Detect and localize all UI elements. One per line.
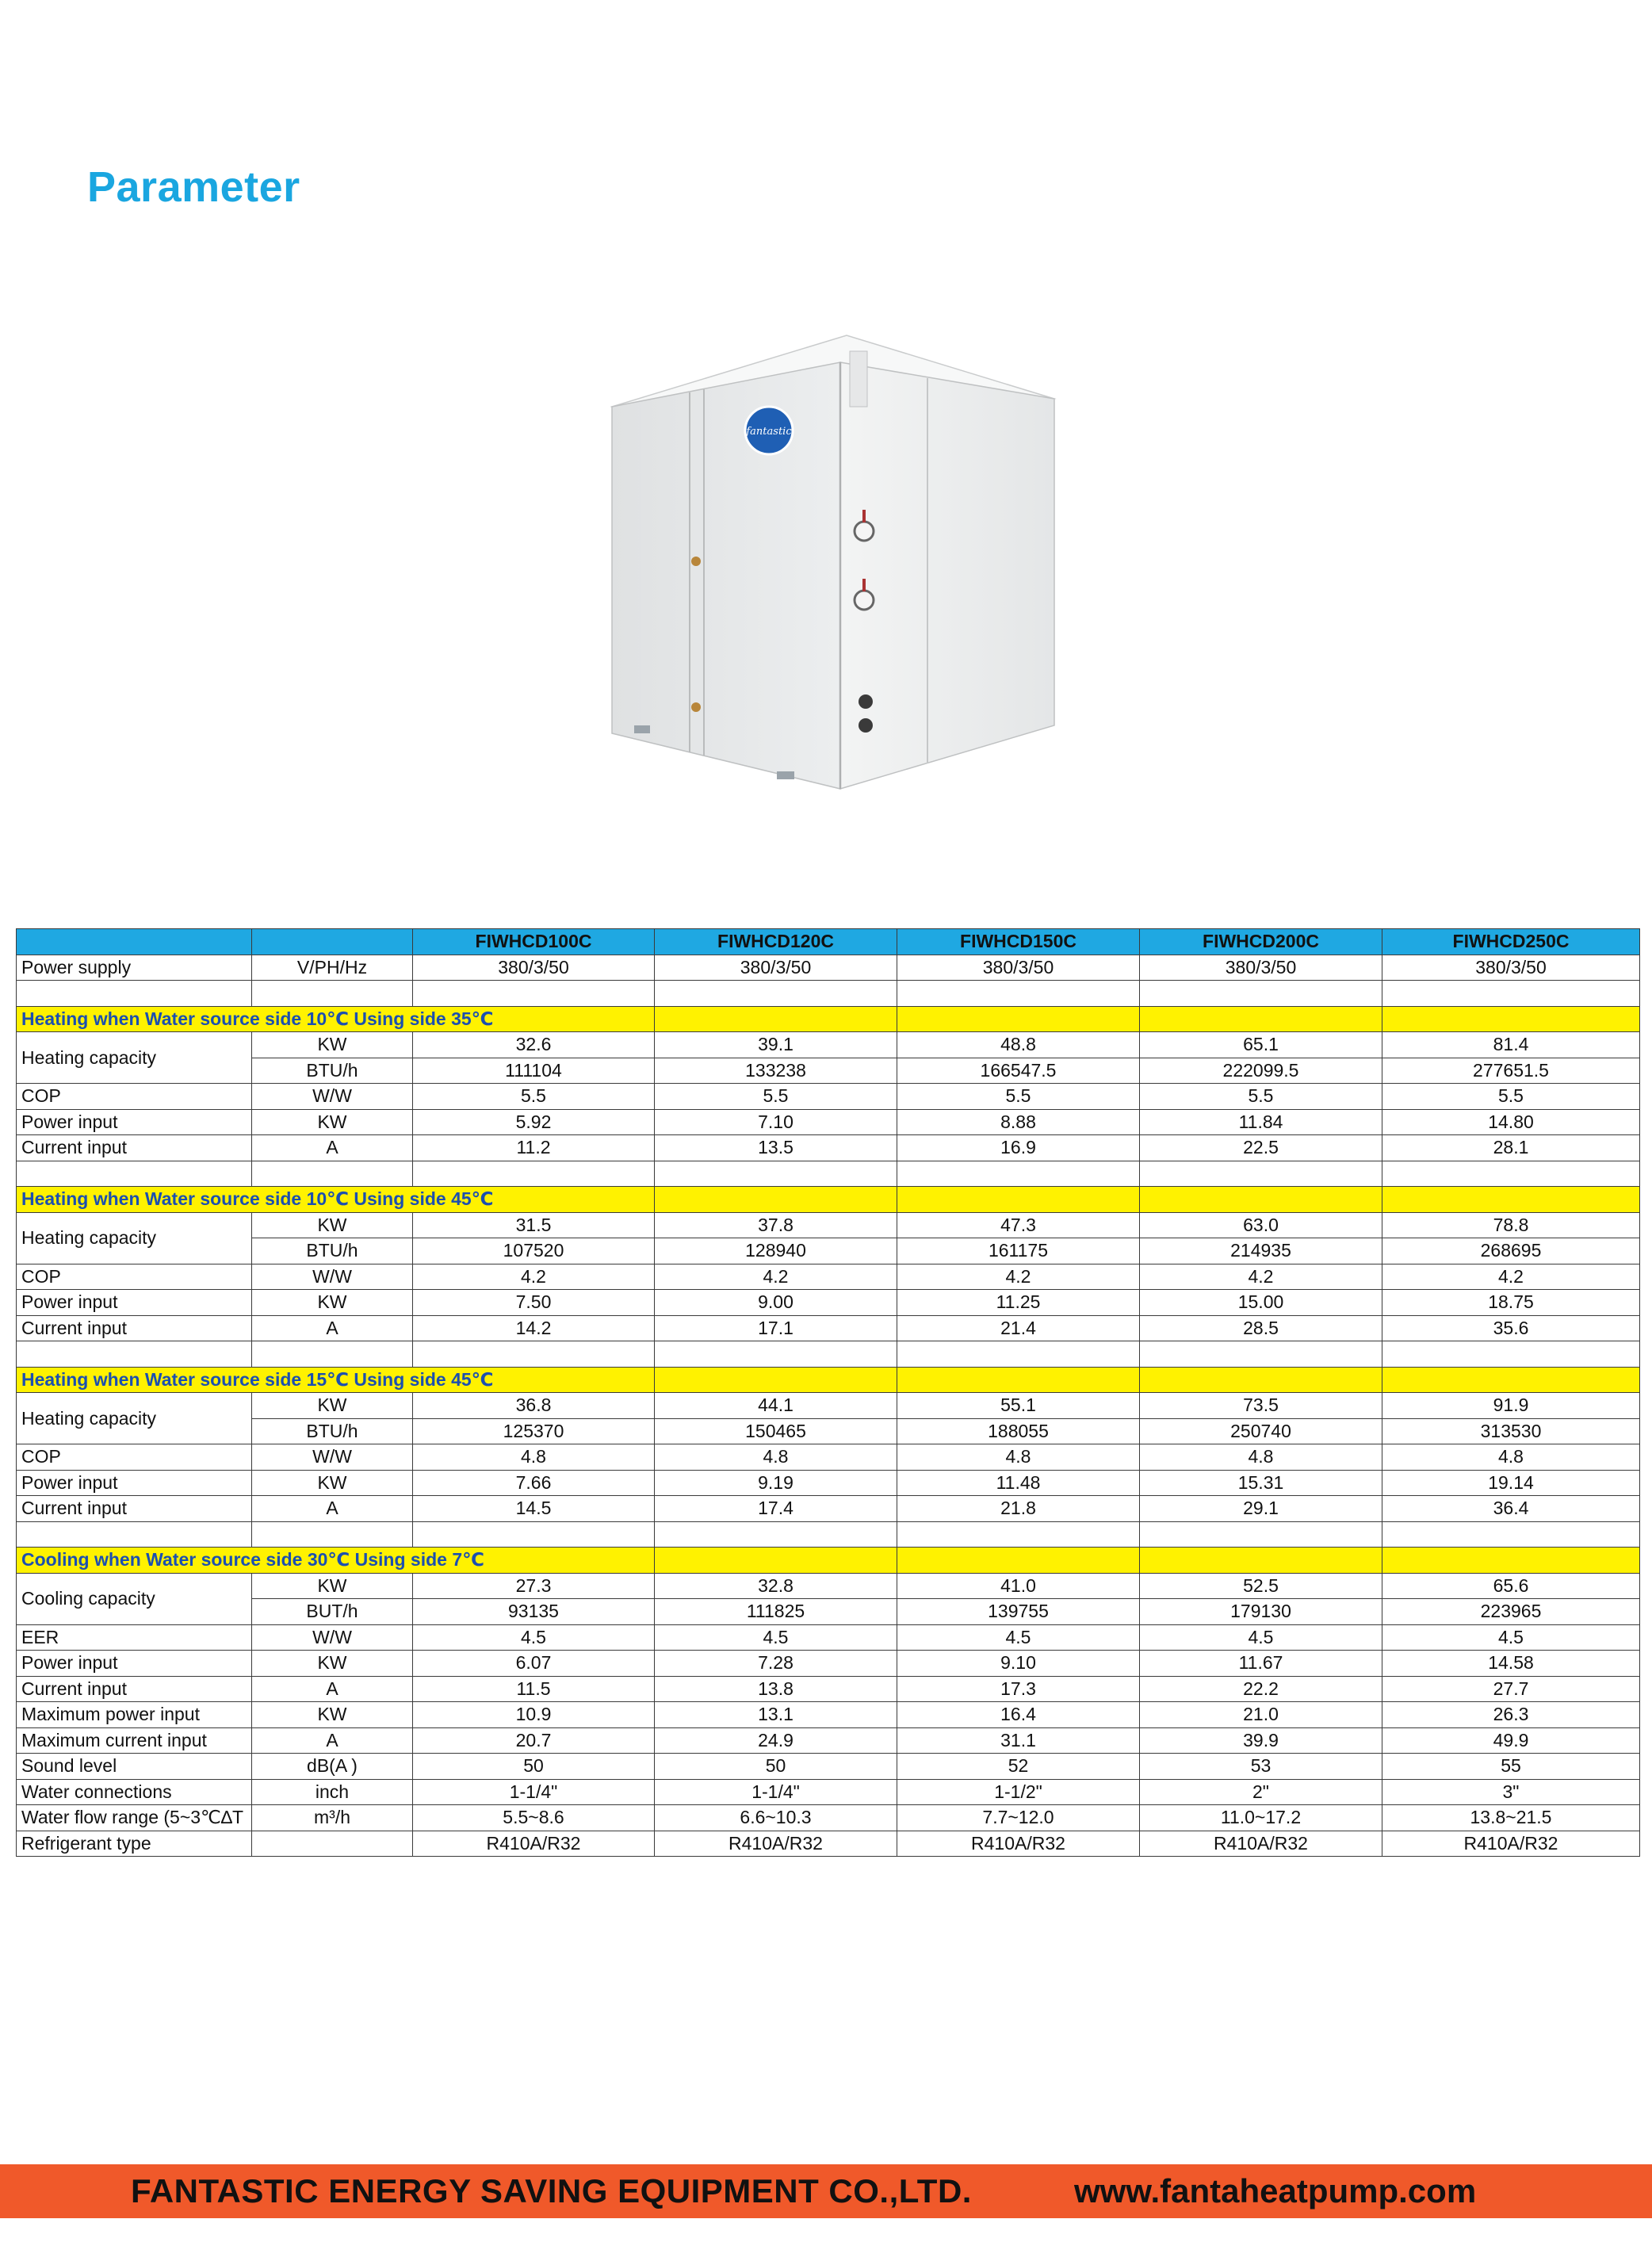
row-label: COP bbox=[17, 1444, 252, 1471]
table-row bbox=[17, 1805, 1640, 1831]
row-label: Power input bbox=[17, 1651, 252, 1677]
value-cell: R410A/R32 bbox=[413, 1831, 655, 1857]
table-row bbox=[17, 1727, 1640, 1754]
value-cell: 166547.5 bbox=[897, 1058, 1140, 1084]
empty-cell bbox=[252, 1521, 413, 1548]
value-cell: 52.5 bbox=[1140, 1573, 1382, 1599]
row-label: COP bbox=[17, 1084, 252, 1110]
empty-cell bbox=[655, 1161, 897, 1187]
value-cell: 26.3 bbox=[1382, 1702, 1640, 1728]
value-cell: 29.1 bbox=[1140, 1496, 1382, 1522]
power-supply-row bbox=[17, 955, 1640, 981]
header-blank bbox=[252, 929, 413, 955]
value-cell: 13.1 bbox=[655, 1702, 897, 1728]
parameter-table bbox=[16, 928, 1640, 1857]
value-cell: 11.48 bbox=[897, 1470, 1140, 1496]
value-cell: 65.1 bbox=[1140, 1032, 1382, 1058]
value-cell: 44.1 bbox=[655, 1393, 897, 1419]
company-name: FANTASTIC ENERGY SAVING EQUIPMENT CO.,LTD. bbox=[131, 2172, 972, 2209]
value-cell: 31.5 bbox=[413, 1212, 655, 1238]
section-title-row bbox=[17, 1367, 1640, 1393]
capacity-row bbox=[17, 1212, 1640, 1238]
value-cell: R410A/R32 bbox=[897, 1831, 1140, 1857]
value-cell: 1-1/4" bbox=[655, 1779, 897, 1805]
value-cell: 22.2 bbox=[1140, 1676, 1382, 1702]
value-cell: 4.2 bbox=[1140, 1264, 1382, 1290]
table-row bbox=[17, 1084, 1640, 1110]
row-label: Current input bbox=[17, 1315, 252, 1341]
value-cell: 63.0 bbox=[1140, 1212, 1382, 1238]
row-unit: V/PH/Hz bbox=[252, 955, 413, 981]
model-header: FIWHCD120C bbox=[655, 929, 897, 955]
empty-cell bbox=[897, 981, 1140, 1007]
row-label: Water flow range (5~3℃∆T bbox=[17, 1805, 252, 1831]
value-cell: 7.28 bbox=[655, 1651, 897, 1677]
table-row bbox=[17, 1651, 1640, 1677]
value-cell: 78.8 bbox=[1382, 1212, 1640, 1238]
row-label: Heating capacity bbox=[17, 1393, 252, 1444]
value-cell: 107520 bbox=[413, 1238, 655, 1264]
row-label: Current input bbox=[17, 1135, 252, 1161]
value-cell: 93135 bbox=[413, 1599, 655, 1625]
table-row bbox=[17, 1496, 1640, 1522]
row-unit: dB(A ) bbox=[252, 1754, 413, 1780]
value-cell: 39.9 bbox=[1140, 1727, 1382, 1754]
value-cell: 188055 bbox=[897, 1418, 1140, 1444]
value-cell: 1-1/4" bbox=[413, 1779, 655, 1805]
row-label: Heating capacity bbox=[17, 1032, 252, 1084]
empty-cell bbox=[897, 1187, 1140, 1213]
empty-cell bbox=[655, 1548, 897, 1574]
value-cell: 4.8 bbox=[897, 1444, 1140, 1471]
value-cell: 21.8 bbox=[897, 1496, 1140, 1522]
value-cell: 18.75 bbox=[1382, 1290, 1640, 1316]
value-cell: 81.4 bbox=[1382, 1032, 1640, 1058]
empty-cell bbox=[413, 981, 655, 1007]
value-cell: 11.0~17.2 bbox=[1140, 1805, 1382, 1831]
empty-cell bbox=[1140, 1548, 1382, 1574]
value-cell: 15.00 bbox=[1140, 1290, 1382, 1316]
spacer-row bbox=[17, 981, 1640, 1007]
value-cell: 4.8 bbox=[413, 1444, 655, 1471]
value-cell: 4.5 bbox=[897, 1624, 1140, 1651]
value-cell: 47.3 bbox=[897, 1212, 1140, 1238]
empty-cell bbox=[897, 1548, 1140, 1574]
value-cell: 4.8 bbox=[1140, 1444, 1382, 1471]
value-cell: 125370 bbox=[413, 1418, 655, 1444]
capacity-row bbox=[17, 1058, 1640, 1084]
row-unit: W/W bbox=[252, 1084, 413, 1110]
empty-cell bbox=[252, 1161, 413, 1187]
row-label: Power input bbox=[17, 1470, 252, 1496]
value-cell: 39.1 bbox=[655, 1032, 897, 1058]
spacer-row bbox=[17, 1341, 1640, 1368]
page-title: Parameter bbox=[87, 163, 300, 211]
value-cell: 14.58 bbox=[1382, 1651, 1640, 1677]
value-cell: 32.6 bbox=[413, 1032, 655, 1058]
table-row bbox=[17, 1135, 1640, 1161]
model-header: FIWHCD200C bbox=[1140, 929, 1382, 955]
value-cell: 27.7 bbox=[1382, 1676, 1640, 1702]
row-unit: KW bbox=[252, 1573, 413, 1599]
value-cell: 21.0 bbox=[1140, 1702, 1382, 1728]
value-cell: 11.5 bbox=[413, 1676, 655, 1702]
value-cell: 222099.5 bbox=[1140, 1058, 1382, 1084]
row-label: Sound level bbox=[17, 1754, 252, 1780]
value-cell: 55 bbox=[1382, 1754, 1640, 1780]
value-cell: 7.66 bbox=[413, 1470, 655, 1496]
value-cell: 14.5 bbox=[413, 1496, 655, 1522]
row-unit: KW bbox=[252, 1393, 413, 1419]
value-cell: 380/3/50 bbox=[1382, 955, 1640, 981]
value-cell: 19.14 bbox=[1382, 1470, 1640, 1496]
empty-cell bbox=[897, 1521, 1140, 1548]
table-row bbox=[17, 1779, 1640, 1805]
empty-cell bbox=[413, 1521, 655, 1548]
section-title-row bbox=[17, 1006, 1640, 1032]
section-title-row bbox=[17, 1548, 1640, 1574]
value-cell: 150465 bbox=[655, 1418, 897, 1444]
value-cell: 380/3/50 bbox=[413, 955, 655, 981]
empty-cell bbox=[1382, 1367, 1640, 1393]
empty-cell bbox=[1140, 1367, 1382, 1393]
value-cell: 161175 bbox=[897, 1238, 1140, 1264]
value-cell: 17.3 bbox=[897, 1676, 1140, 1702]
row-label: Power input bbox=[17, 1290, 252, 1316]
value-cell: 7.50 bbox=[413, 1290, 655, 1316]
value-cell: 28.5 bbox=[1140, 1315, 1382, 1341]
value-cell: 111825 bbox=[655, 1599, 897, 1625]
capacity-row bbox=[17, 1393, 1640, 1419]
table-row bbox=[17, 1444, 1640, 1471]
empty-cell bbox=[1382, 981, 1640, 1007]
spacer-row bbox=[17, 1521, 1640, 1548]
value-cell: 214935 bbox=[1140, 1238, 1382, 1264]
value-cell: 4.5 bbox=[1382, 1624, 1640, 1651]
value-cell: 36.8 bbox=[413, 1393, 655, 1419]
table-row bbox=[17, 1702, 1640, 1728]
value-cell: 9.00 bbox=[655, 1290, 897, 1316]
table-row bbox=[17, 1470, 1640, 1496]
section-title: Heating when Water source side 10℃ Using side 45℃ bbox=[17, 1187, 655, 1213]
capacity-row bbox=[17, 1238, 1640, 1264]
value-cell: 16.4 bbox=[897, 1702, 1140, 1728]
value-cell: 268695 bbox=[1382, 1238, 1640, 1264]
value-cell: 9.19 bbox=[655, 1470, 897, 1496]
value-cell: 65.6 bbox=[1382, 1573, 1640, 1599]
row-label: Water connections bbox=[17, 1779, 252, 1805]
value-cell: 3" bbox=[1382, 1779, 1640, 1805]
website-link[interactable]: www.fantaheatpump.com bbox=[1074, 2172, 1477, 2209]
empty-cell bbox=[252, 1341, 413, 1368]
table-row bbox=[17, 1831, 1640, 1857]
empty-cell bbox=[252, 981, 413, 1007]
value-cell: 5.5 bbox=[1140, 1084, 1382, 1110]
row-unit: KW bbox=[252, 1651, 413, 1677]
value-cell: 37.8 bbox=[655, 1212, 897, 1238]
section-title: Heating when Water source side 15℃ Using side 45℃ bbox=[17, 1367, 655, 1393]
value-cell: 2" bbox=[1140, 1779, 1382, 1805]
empty-cell bbox=[1382, 1006, 1640, 1032]
capacity-row bbox=[17, 1418, 1640, 1444]
spacer-row bbox=[17, 1161, 1640, 1187]
footer-bar bbox=[0, 2164, 1652, 2218]
row-label: Power supply bbox=[17, 955, 252, 981]
row-unit: KW bbox=[252, 1032, 413, 1058]
value-cell: 6.07 bbox=[413, 1651, 655, 1677]
row-unit: inch bbox=[252, 1779, 413, 1805]
empty-cell bbox=[1382, 1341, 1640, 1368]
value-cell: 91.9 bbox=[1382, 1393, 1640, 1419]
table-header-row bbox=[17, 929, 1640, 955]
value-cell: 11.2 bbox=[413, 1135, 655, 1161]
model-header: FIWHCD150C bbox=[897, 929, 1140, 955]
value-cell: 13.5 bbox=[655, 1135, 897, 1161]
value-cell: 17.1 bbox=[655, 1315, 897, 1341]
value-cell: 17.4 bbox=[655, 1496, 897, 1522]
row-unit: A bbox=[252, 1496, 413, 1522]
value-cell: 24.9 bbox=[655, 1727, 897, 1754]
value-cell: 5.5~8.6 bbox=[413, 1805, 655, 1831]
empty-cell bbox=[1140, 1006, 1382, 1032]
value-cell: 10.9 bbox=[413, 1702, 655, 1728]
row-unit: BTU/h bbox=[252, 1058, 413, 1084]
value-cell: 35.6 bbox=[1382, 1315, 1640, 1341]
value-cell: 133238 bbox=[655, 1058, 897, 1084]
empty-cell bbox=[655, 1521, 897, 1548]
row-unit: BTU/h bbox=[252, 1418, 413, 1444]
table-row bbox=[17, 1315, 1640, 1341]
value-cell: 380/3/50 bbox=[655, 955, 897, 981]
value-cell: 4.2 bbox=[655, 1264, 897, 1290]
empty-cell bbox=[1382, 1548, 1640, 1574]
row-unit: A bbox=[252, 1676, 413, 1702]
row-label: Current input bbox=[17, 1496, 252, 1522]
value-cell: 31.1 bbox=[897, 1727, 1140, 1754]
empty-cell bbox=[655, 981, 897, 1007]
heat-pump-unit-image bbox=[610, 329, 1070, 797]
value-cell: 13.8 bbox=[655, 1676, 897, 1702]
value-cell: 128940 bbox=[655, 1238, 897, 1264]
row-label: Cooling capacity bbox=[17, 1573, 252, 1624]
value-cell: 223965 bbox=[1382, 1599, 1640, 1625]
empty-cell bbox=[655, 1187, 897, 1213]
section-title-row bbox=[17, 1187, 1640, 1213]
value-cell: 250740 bbox=[1140, 1418, 1382, 1444]
section-title: Heating when Water source side 10℃ Using side 35℃ bbox=[17, 1006, 655, 1032]
table-row bbox=[17, 1754, 1640, 1780]
empty-cell bbox=[897, 1367, 1140, 1393]
empty-cell bbox=[17, 1341, 252, 1368]
value-cell: 49.9 bbox=[1382, 1727, 1640, 1754]
empty-cell bbox=[655, 1341, 897, 1368]
value-cell: 5.5 bbox=[655, 1084, 897, 1110]
capacity-row bbox=[17, 1573, 1640, 1599]
value-cell: 14.80 bbox=[1382, 1109, 1640, 1135]
empty-cell bbox=[413, 1341, 655, 1368]
table-row bbox=[17, 1290, 1640, 1316]
table-row bbox=[17, 1264, 1640, 1290]
value-cell: 22.5 bbox=[1140, 1135, 1382, 1161]
row-unit: m³/h bbox=[252, 1805, 413, 1831]
value-cell: 4.2 bbox=[897, 1264, 1140, 1290]
row-unit: A bbox=[252, 1135, 413, 1161]
value-cell: 41.0 bbox=[897, 1573, 1140, 1599]
value-cell: 15.31 bbox=[1140, 1470, 1382, 1496]
value-cell: 73.5 bbox=[1140, 1393, 1382, 1419]
row-label: EER bbox=[17, 1624, 252, 1651]
table-row bbox=[17, 1676, 1640, 1702]
empty-cell bbox=[17, 981, 252, 1007]
empty-cell bbox=[17, 1521, 252, 1548]
value-cell: 7.7~12.0 bbox=[897, 1805, 1140, 1831]
value-cell: 380/3/50 bbox=[897, 955, 1140, 981]
value-cell: 4.5 bbox=[1140, 1624, 1382, 1651]
value-cell: 9.10 bbox=[897, 1651, 1140, 1677]
value-cell: 111104 bbox=[413, 1058, 655, 1084]
value-cell: R410A/R32 bbox=[655, 1831, 897, 1857]
row-unit: KW bbox=[252, 1290, 413, 1316]
empty-cell bbox=[1382, 1187, 1640, 1213]
empty-cell bbox=[655, 1006, 897, 1032]
header-blank bbox=[17, 929, 252, 955]
empty-cell bbox=[413, 1161, 655, 1187]
value-cell: 1-1/2" bbox=[897, 1779, 1140, 1805]
row-label: Maximum power input bbox=[17, 1702, 252, 1728]
value-cell: 313530 bbox=[1382, 1418, 1640, 1444]
value-cell: 4.8 bbox=[1382, 1444, 1640, 1471]
value-cell: 4.8 bbox=[655, 1444, 897, 1471]
row-unit: W/W bbox=[252, 1444, 413, 1471]
row-label: COP bbox=[17, 1264, 252, 1290]
row-label: Heating capacity bbox=[17, 1212, 252, 1264]
value-cell: 48.8 bbox=[897, 1032, 1140, 1058]
value-cell: 5.5 bbox=[1382, 1084, 1640, 1110]
row-label: Refrigerant type bbox=[17, 1831, 252, 1857]
value-cell: 52 bbox=[897, 1754, 1140, 1780]
empty-cell bbox=[1140, 1161, 1382, 1187]
value-cell: 5.5 bbox=[897, 1084, 1140, 1110]
section-title: Cooling when Water source side 30℃ Using side 7℃ bbox=[17, 1548, 655, 1574]
row-unit: A bbox=[252, 1315, 413, 1341]
value-cell: 36.4 bbox=[1382, 1496, 1640, 1522]
value-cell: 11.67 bbox=[1140, 1651, 1382, 1677]
capacity-row bbox=[17, 1599, 1640, 1625]
row-unit: W/W bbox=[252, 1624, 413, 1651]
value-cell: 13.8~21.5 bbox=[1382, 1805, 1640, 1831]
empty-cell bbox=[1382, 1161, 1640, 1187]
value-cell: 380/3/50 bbox=[1140, 955, 1382, 981]
empty-cell bbox=[1140, 1341, 1382, 1368]
value-cell: 277651.5 bbox=[1382, 1058, 1640, 1084]
model-header: FIWHCD250C bbox=[1382, 929, 1640, 955]
value-cell: 8.88 bbox=[897, 1109, 1140, 1135]
value-cell: 7.10 bbox=[655, 1109, 897, 1135]
value-cell: 179130 bbox=[1140, 1599, 1382, 1625]
value-cell: 5.92 bbox=[413, 1109, 655, 1135]
value-cell: 4.2 bbox=[1382, 1264, 1640, 1290]
empty-cell bbox=[1140, 1521, 1382, 1548]
value-cell: 11.25 bbox=[897, 1290, 1140, 1316]
row-label: Maximum current input bbox=[17, 1727, 252, 1754]
value-cell: 4.2 bbox=[413, 1264, 655, 1290]
value-cell: 55.1 bbox=[897, 1393, 1140, 1419]
value-cell: 139755 bbox=[897, 1599, 1140, 1625]
row-unit bbox=[252, 1831, 413, 1857]
row-unit: BTU/h bbox=[252, 1238, 413, 1264]
value-cell: 32.8 bbox=[655, 1573, 897, 1599]
empty-cell bbox=[1140, 1187, 1382, 1213]
value-cell: 28.1 bbox=[1382, 1135, 1640, 1161]
row-label: Power input bbox=[17, 1109, 252, 1135]
value-cell: 6.6~10.3 bbox=[655, 1805, 897, 1831]
empty-cell bbox=[1140, 981, 1382, 1007]
row-unit: A bbox=[252, 1727, 413, 1754]
table-row bbox=[17, 1109, 1640, 1135]
empty-cell bbox=[655, 1367, 897, 1393]
value-cell: 53 bbox=[1140, 1754, 1382, 1780]
row-unit: KW bbox=[252, 1470, 413, 1496]
value-cell: R410A/R32 bbox=[1140, 1831, 1382, 1857]
empty-cell bbox=[897, 1341, 1140, 1368]
empty-cell bbox=[897, 1006, 1140, 1032]
value-cell: 11.84 bbox=[1140, 1109, 1382, 1135]
row-unit: W/W bbox=[252, 1264, 413, 1290]
value-cell: 14.2 bbox=[413, 1315, 655, 1341]
value-cell: 5.5 bbox=[413, 1084, 655, 1110]
value-cell: 21.4 bbox=[897, 1315, 1140, 1341]
value-cell: 20.7 bbox=[413, 1727, 655, 1754]
value-cell: 50 bbox=[655, 1754, 897, 1780]
table-row bbox=[17, 1624, 1640, 1651]
row-label: Current input bbox=[17, 1676, 252, 1702]
empty-cell bbox=[1382, 1521, 1640, 1548]
row-unit: KW bbox=[252, 1702, 413, 1728]
value-cell: 27.3 bbox=[413, 1573, 655, 1599]
value-cell: 4.5 bbox=[655, 1624, 897, 1651]
empty-cell bbox=[17, 1161, 252, 1187]
capacity-row bbox=[17, 1032, 1640, 1058]
value-cell: 16.9 bbox=[897, 1135, 1140, 1161]
model-header: FIWHCD100C bbox=[413, 929, 655, 955]
row-unit: KW bbox=[252, 1212, 413, 1238]
empty-cell bbox=[897, 1161, 1140, 1187]
row-unit: KW bbox=[252, 1109, 413, 1135]
value-cell: 4.5 bbox=[413, 1624, 655, 1651]
row-unit: BUT/h bbox=[252, 1599, 413, 1625]
value-cell: R410A/R32 bbox=[1382, 1831, 1640, 1857]
logo-text: fantastic bbox=[746, 426, 792, 438]
value-cell: 50 bbox=[413, 1754, 655, 1780]
